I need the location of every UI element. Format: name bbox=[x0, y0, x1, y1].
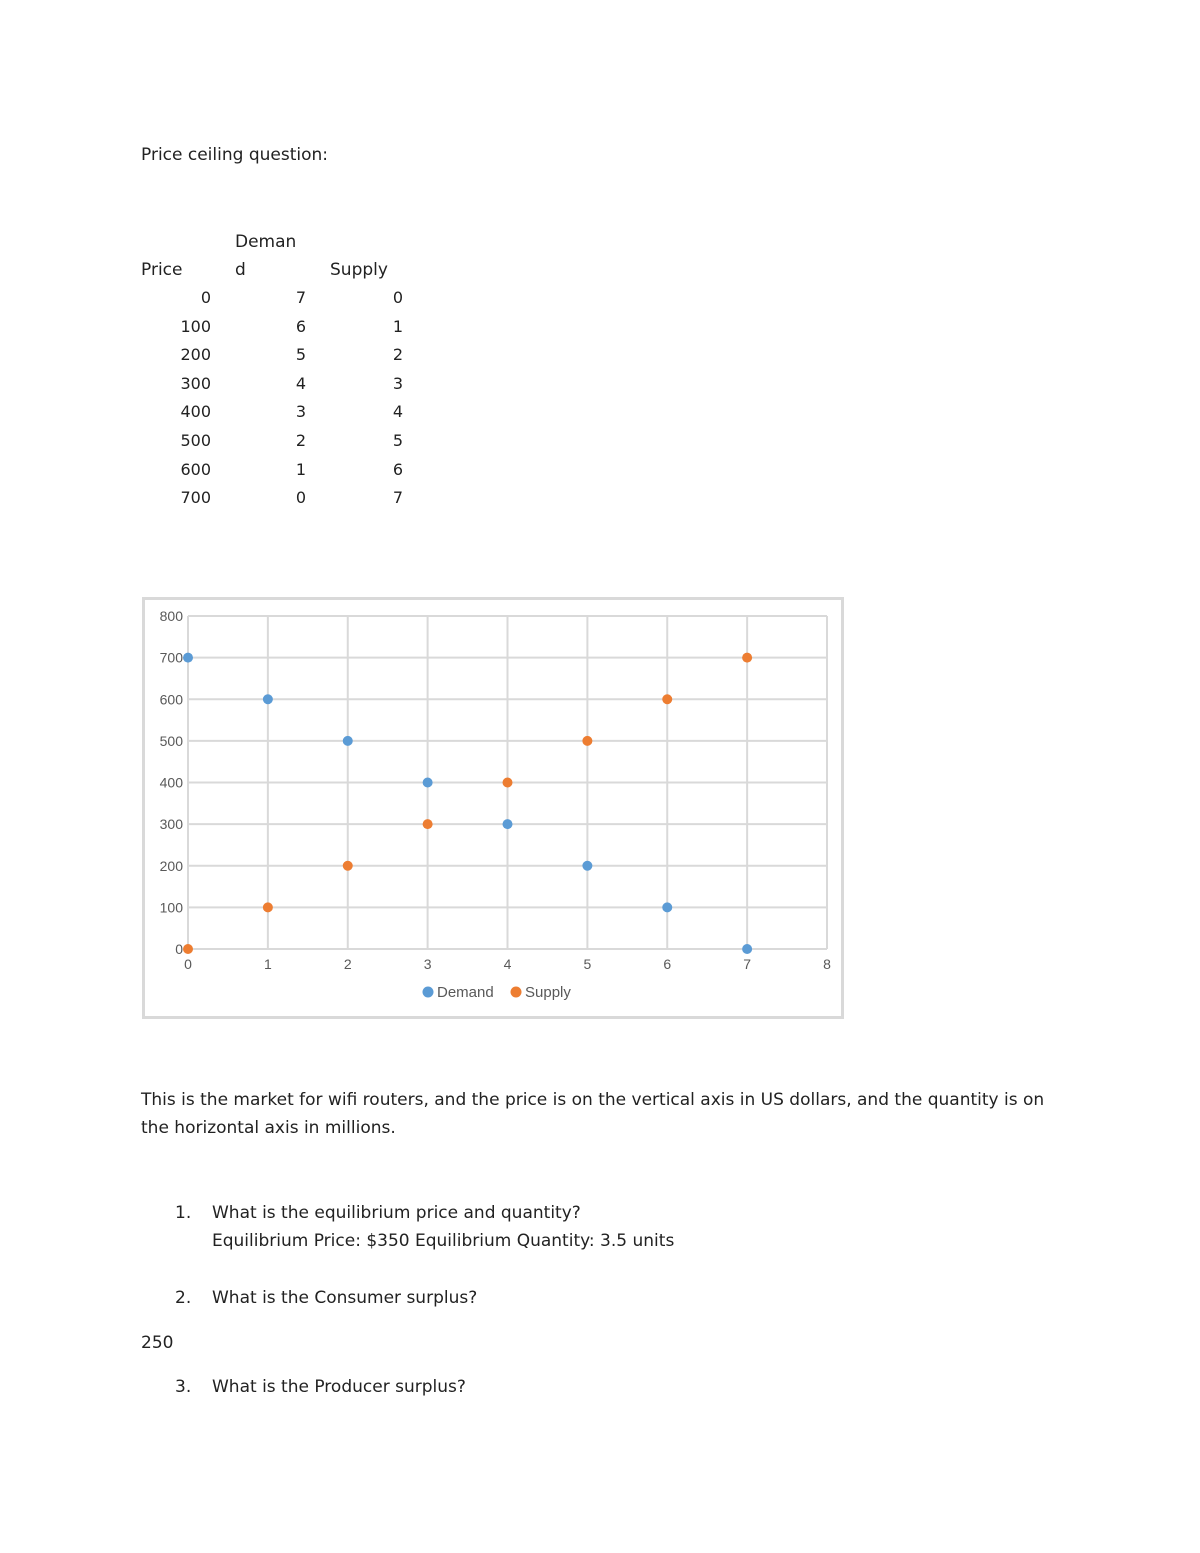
question-3-text: What is the Producer surplus? bbox=[212, 1377, 466, 1397]
supply-point bbox=[263, 902, 273, 912]
table-cell-supply: 2 bbox=[392, 345, 403, 365]
supply-point bbox=[662, 694, 672, 704]
question-2-text: What is the Consumer surplus? bbox=[212, 1288, 478, 1308]
x-tick-label: 2 bbox=[343, 956, 352, 972]
legend-label-supply: Supply bbox=[525, 984, 571, 1001]
y-tick-label: 500 bbox=[159, 732, 183, 749]
table-cell-price: 400 bbox=[180, 402, 211, 422]
scatter-chart bbox=[142, 597, 844, 1019]
question-2-answer: 250 bbox=[141, 1333, 174, 1353]
y-tick-label: 100 bbox=[159, 899, 183, 916]
legend-marker-supply bbox=[511, 987, 522, 998]
x-tick-label: 3 bbox=[423, 956, 432, 972]
legend-marker-demand bbox=[423, 987, 434, 998]
x-tick-label: 5 bbox=[583, 956, 592, 972]
x-tick-label: 1 bbox=[263, 956, 272, 972]
supply-point bbox=[582, 736, 592, 746]
table-cell-demand: 2 bbox=[295, 431, 306, 450]
x-tick-label: 6 bbox=[663, 956, 672, 972]
supply-point bbox=[423, 819, 433, 829]
y-tick-label: 200 bbox=[159, 857, 183, 874]
y-tick-label: 600 bbox=[159, 691, 183, 708]
supply-point bbox=[503, 778, 513, 788]
demand-point bbox=[423, 778, 433, 788]
x-tick-label: 8 bbox=[823, 956, 831, 972]
header-price: Price bbox=[141, 260, 183, 280]
table-cell-price: 500 bbox=[180, 431, 211, 450]
question-2-number: 2. bbox=[175, 1288, 192, 1308]
x-tick-label: 4 bbox=[503, 956, 512, 972]
table-cell-price: 600 bbox=[180, 459, 211, 479]
table-cell-supply: 3 bbox=[392, 373, 403, 393]
question-1-text: What is the equilibrium price and quantity? bbox=[212, 1203, 581, 1223]
supply-demand-table bbox=[141, 232, 411, 512]
market-description: This is the market for wifi routers, and the price is on the vertical axis in US dollars, and the quantity is on the horizontal axis in millions. bbox=[141, 1090, 1045, 1138]
table-cell-demand: 4 bbox=[295, 373, 306, 393]
table-cell-price: 700 bbox=[180, 488, 211, 508]
table-cell-supply: 4 bbox=[392, 402, 403, 422]
question-1-answer: Equilibrium Price: $350 Equilibrium Quantity: 3.5 units bbox=[212, 1231, 675, 1251]
table-cell-supply: 1 bbox=[392, 316, 403, 336]
table-cell-supply: 6 bbox=[392, 459, 403, 479]
demand-point bbox=[183, 653, 193, 663]
y-tick-label: 400 bbox=[159, 774, 183, 791]
y-tick-label: 300 bbox=[159, 816, 183, 833]
chart-svg bbox=[145, 600, 841, 1016]
y-tick-label: 700 bbox=[159, 649, 183, 666]
table-cell-supply: 0 bbox=[392, 288, 403, 307]
table-cell-price: 100 bbox=[180, 316, 211, 336]
table-cell-price: 0 bbox=[200, 288, 211, 307]
demand-point bbox=[582, 861, 592, 871]
table-cell-price: 200 bbox=[180, 345, 211, 365]
y-tick-label: 800 bbox=[159, 608, 183, 624]
x-tick-label: 7 bbox=[743, 956, 752, 972]
table-cell-demand: 7 bbox=[295, 288, 306, 307]
table-cell-supply: 7 bbox=[392, 488, 403, 508]
demand-point bbox=[343, 736, 353, 746]
demand-point bbox=[662, 902, 672, 912]
page-heading: Price ceiling question: bbox=[141, 145, 328, 165]
demand-point bbox=[263, 694, 273, 704]
table-cell-supply: 5 bbox=[392, 431, 403, 450]
y-tick-label: 0 bbox=[175, 941, 183, 957]
table-cell-demand: 3 bbox=[295, 402, 306, 422]
legend-label-demand: Demand bbox=[437, 984, 494, 1001]
header-demand-line2: d bbox=[235, 260, 246, 280]
header-supply: Supply bbox=[330, 260, 388, 280]
demand-point bbox=[742, 944, 752, 954]
demand-point bbox=[503, 819, 513, 829]
table-cell-demand: 0 bbox=[295, 488, 306, 508]
question-1-number: 1. bbox=[175, 1203, 192, 1223]
supply-point bbox=[183, 944, 193, 954]
question-3-number: 3. bbox=[175, 1377, 192, 1397]
supply-point bbox=[343, 861, 353, 871]
table-cell-demand: 1 bbox=[295, 459, 306, 479]
table-cell-price: 300 bbox=[180, 373, 211, 393]
table-cell-demand: 6 bbox=[295, 316, 306, 336]
supply-point bbox=[742, 653, 752, 663]
x-tick-label: 0 bbox=[184, 956, 192, 972]
table-cell-demand: 5 bbox=[295, 345, 306, 365]
header-demand-line1: Deman bbox=[235, 232, 297, 252]
